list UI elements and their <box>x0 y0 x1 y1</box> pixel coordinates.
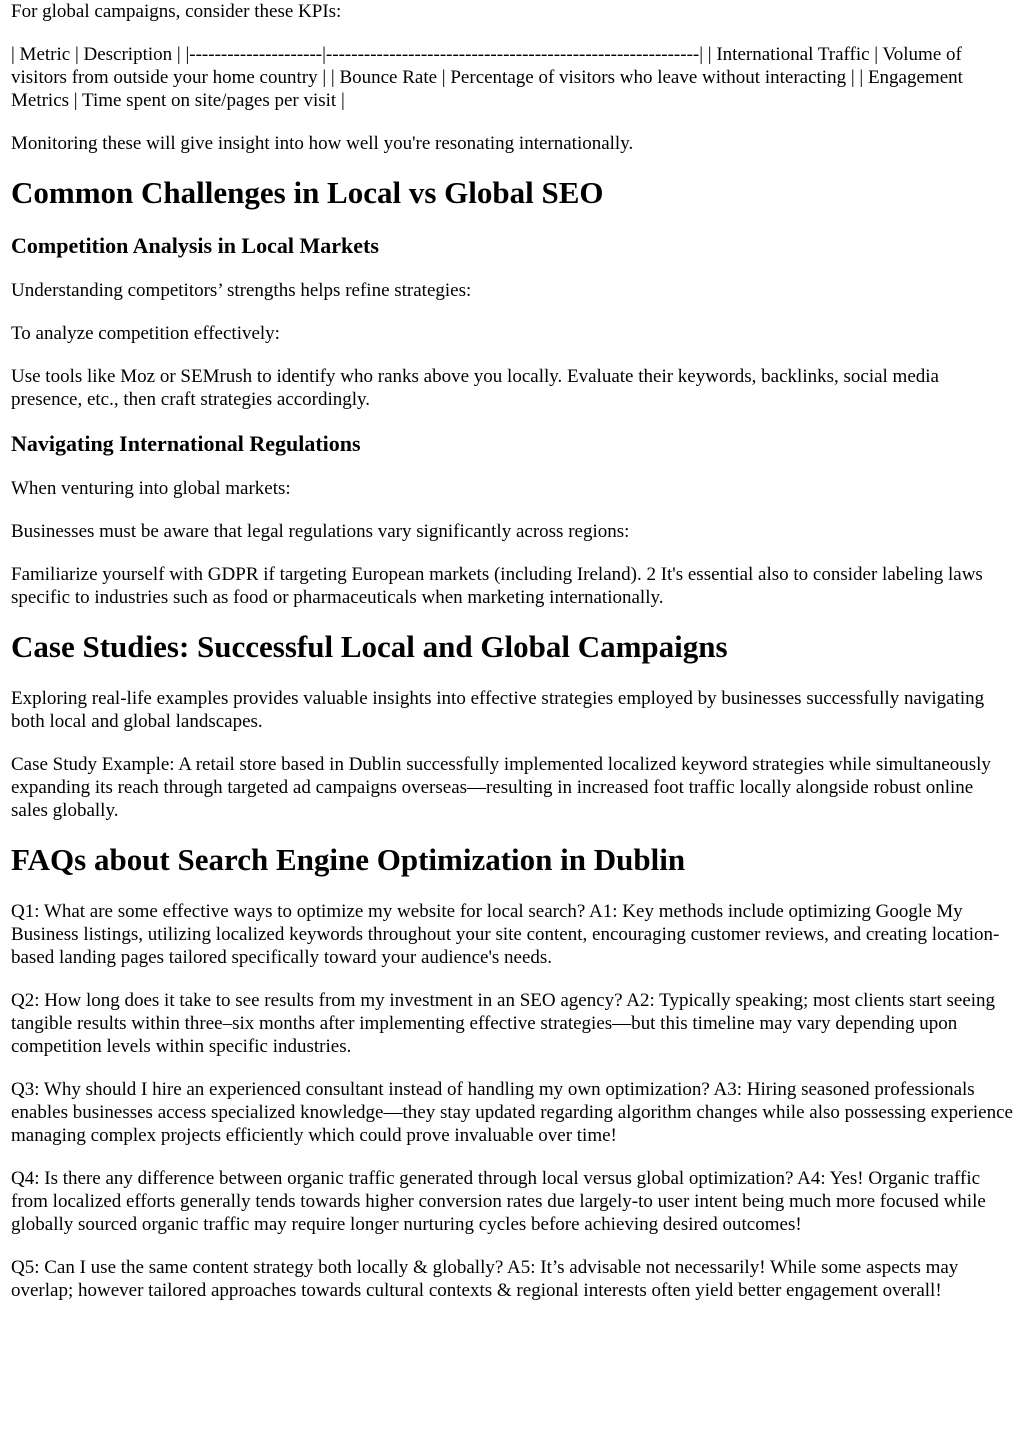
kpi-table-text: | Metric | Description | |---------------------|-----------------------------------------------------------| | International Traffic | Volume of visitors from outside your home country | | Bounce Rate | Percentage of visitors who leave without interacting | | Engagement Metrics | Time spent on site/pages per visit | <box>11 44 963 111</box>
kpi-outro: Monitoring these will give insight into how well you're resonating internationally. <box>11 133 634 154</box>
regulations-paragraph-1: When venturing into global markets: <box>11 478 291 499</box>
competition-paragraph-2: To analyze competition effectively: <box>11 323 280 344</box>
case-studies-heading: Case Studies: Successful Local and Global Campaigns <box>11 629 728 664</box>
faq-item-2: Q2: How long does it take to see results from my investment in an SEO agency? A2: Typically speaking; most clients start seeing tangible results within three–six months after implementing effective strategies—but this timeline may vary depending upon competition levels within specific industries. <box>11 990 996 1057</box>
regulations-paragraph-2: Businesses must be aware that legal regulations vary significantly across regions: <box>11 521 630 542</box>
faq-item-3: Q3: Why should I hire an experienced consultant instead of handling my own optimization? A3: Hiring seasoned professionals enables businesses access specialized knowledge—they stay updated regarding algorithm changes while also possessing experience managing complex projects efficiently which could prove invaluable over time! <box>11 1079 1013 1146</box>
faq-item-4: Q4: Is there any difference between organic traffic generated through local versus global optimization? A4: Yes! Organic traffic from localized efforts generally tends towards higher conversion rates due largely-to user intent being much more focused while globally sourced organic traffic may require longer nurturing cycles before achieving desired outcomes! <box>11 1168 986 1235</box>
case-studies-paragraph-1: Exploring real-life examples provides valuable insights into effective strategies employed by businesses successfully navigating both local and global landscapes. <box>11 688 985 732</box>
regulations-paragraph-3: Familiarize yourself with GDPR if targeting European markets (including Ireland). 2 It's essential also to consider labeling laws specific to industries such as food or pharmaceuticals when marketing internationally. <box>11 564 983 608</box>
challenges-heading: Common Challenges in Local vs Global SEO <box>11 175 604 210</box>
competition-paragraph-3: Use tools like Moz or SEMrush to identify who ranks above you locally. Evaluate their keywords, backlinks, social media presence, etc., then craft strategies accordingly. <box>11 366 939 410</box>
faqs-heading: FAQs about Search Engine Optimization in Dublin <box>11 842 686 877</box>
kpi-intro: For global campaigns, consider these KPIs: <box>11 1 342 22</box>
faq-item-1: Q1: What are some effective ways to optimize my website for local search? A1: Key methods include optimizing Google My Business listings, utilizing localized keywords throughout your site content, encouraging customer reviews, and creating location-based landing pages tailored specifically toward your audience's needs. <box>11 901 1000 968</box>
competition-paragraph-1: Understanding competitors’ strengths helps refine strategies: <box>11 280 472 301</box>
faq-item-5: Q5: Can I use the same content strategy both locally & globally? A5: It’s advisable not necessarily! While some aspects may overlap; however tailored approaches towards cultural contexts & regional interests often yield better engagement overall! <box>11 1257 959 1301</box>
case-studies-paragraph-2: Case Study Example: A retail store based in Dublin successfully implemented localized keyword strategies while simultaneously expanding its reach through targeted ad campaigns overseas—resulting in increased foot traffic locally alongside robust online sales globally. <box>11 754 991 821</box>
regulations-heading: Navigating International Regulations <box>11 431 361 456</box>
competition-heading: Competition Analysis in Local Markets <box>11 233 379 258</box>
